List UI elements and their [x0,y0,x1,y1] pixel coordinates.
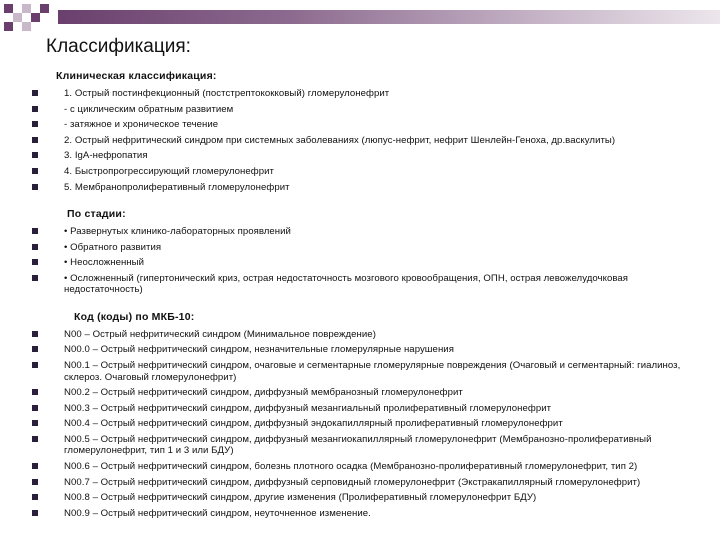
header-band [58,10,720,24]
square-bullet-icon [32,275,38,281]
list-item: N00.4 – Острый нефритический синдром, диффузный эндокапиллярный пролиферативный гломерулонефрит [32,418,692,430]
stage-list [32,226,692,296]
list-item: - затяжное и хроническое течение [32,119,692,131]
square-bullet-icon [32,362,38,368]
square-bullet-icon [32,106,38,112]
slide-title: Классификация: [46,36,191,57]
list-item: N00.0 – Острый нефритический синдром, незначительные гломерулярные нарушения [32,344,692,356]
list-item: • Осложненный (гипертонический криз, острая недостаточность мозгового кровообращения, ОПН, острая левожелудочковая недостаточность) [32,273,692,296]
list-item: • Неосложненный [32,257,692,269]
clinical-list [32,88,692,193]
section-heading-icd10: Код (коды) по МКБ-10: [74,310,195,323]
square-bullet-icon [32,346,38,352]
square-bullet-icon [32,479,38,485]
square-bullet-icon [32,184,38,190]
square-bullet-icon [32,510,38,516]
list-item: 3. IgA-нефропатия [32,150,692,162]
list-item: • Обратного развития [32,242,692,254]
list-item: 5. Мембранопролиферативный гломерулонефрит [32,182,692,194]
square-bullet-icon [32,463,38,469]
deco-square [22,4,31,13]
square-bullet-icon [32,494,38,500]
square-bullet-icon [32,152,38,158]
square-bullet-icon [32,90,38,96]
square-bullet-icon [32,420,38,426]
content-area [32,70,692,523]
list-item: - с циклическим обратным развитием [32,104,692,116]
deco-square [4,22,13,31]
square-bullet-icon [32,436,38,442]
list-item: 1. Острый постинфекционный (постстрептококковый) гломерулонефрит [32,88,692,100]
icd10-list [32,329,692,519]
square-bullet-icon [32,389,38,395]
list-item: N00.8 – Острый нефритический синдром, другие изменения (Пролиферативный гломерулонефрит БДУ) [32,492,692,504]
deco-square [4,4,13,13]
list-item: N00.2 – Острый нефритический синдром, диффузный мембранозный гломерулонефрит [32,387,692,399]
list-item: N00 – Острый нефритический синдром (Минимальное повреждение) [32,329,692,341]
deco-square [40,4,49,13]
deco-square [31,13,40,22]
square-bullet-icon [32,137,38,143]
list-item: 4. Быстропрогрессирующий гломерулонефрит [32,166,692,178]
list-item: N00.9 – Острый нефритический синдром, неуточненное изменение. [32,508,692,520]
list-item: 2. Острый нефритический синдром при системных заболеваниях (люпус-нефрит, нефрит Шенлейн-Геноха, др.васкулиты) [32,135,692,147]
square-bullet-icon [32,244,38,250]
square-bullet-icon [32,168,38,174]
square-bullet-icon [32,331,38,337]
square-bullet-icon [32,405,38,411]
list-item: N00.3 – Острый нефритический синдром, диффузный мезангиальный пролиферативный гломерулонефрит [32,403,692,415]
section-heading-stage: По стадии: [67,208,126,221]
section-heading-clinical: Клиническая классификация: [56,70,217,82]
square-bullet-icon [32,121,38,127]
list-item: N00.1 – Острый нефритический синдром, очаговые и сегментарные гломерулярные повреждения (Очаговый и сегментарный: гиалиноз, склероз. Очаговый гломерулонефрит) [32,360,692,383]
list-item: N00.5 – Острый нефритический синдром, диффузный мезангиокапиллярный гломерулонефрит (Мембранозно-пролиферативный гломерулонефрит, тип 1 и 3 или БДУ) [32,434,692,457]
list-item: • Развернутых клинико-лабораторных проявлений [32,226,692,238]
list-item: N00.7 – Острый нефритический синдром, диффузный серповидный гломерулонефрит (Экстракапиллярный гломерулонефрит) [32,477,692,489]
list-item: N00.6 – Острый нефритический синдром, болезнь плотного осадка (Мембранозно-пролиферативный гломерулонефрит, тип 2) [32,461,692,473]
deco-square [13,13,22,22]
square-bullet-icon [32,259,38,265]
square-bullet-icon [32,228,38,234]
deco-square [22,22,31,31]
